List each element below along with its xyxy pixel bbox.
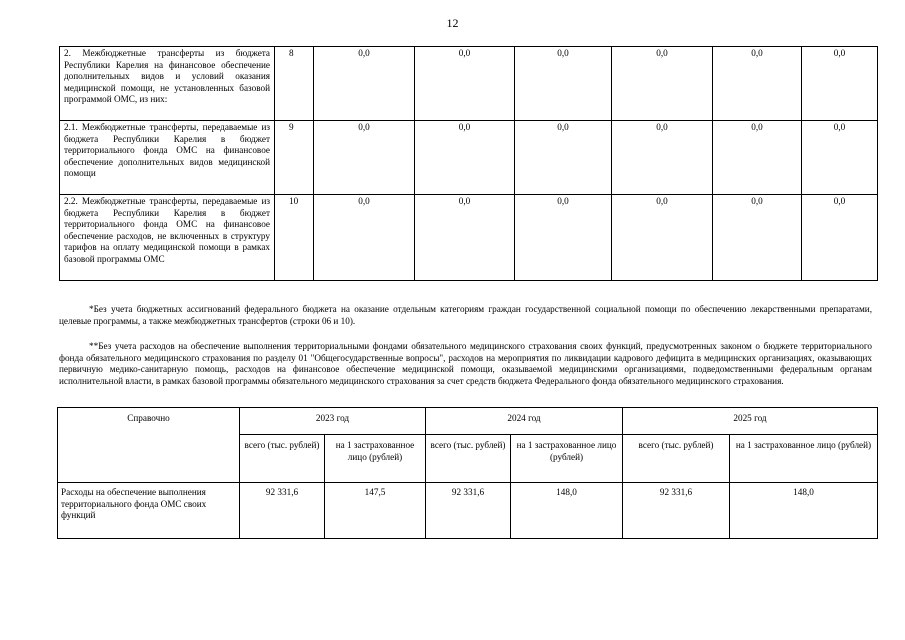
row-value: 0,0 — [415, 195, 515, 281]
row-value: 0,0 — [314, 121, 415, 195]
row-value: 0,0 — [612, 195, 713, 281]
row-value: 0,0 — [314, 47, 415, 121]
row-value: 0,0 — [515, 195, 612, 281]
year-header: 2024 год — [426, 408, 623, 435]
row-value: 0,0 — [713, 47, 802, 121]
row-value: 0,0 — [612, 47, 713, 121]
column-header: на 1 застрахованное лицо (рублей) — [511, 435, 623, 483]
row-value: 0,0 — [713, 121, 802, 195]
transfers-table — [59, 46, 878, 281]
row-value: 0,0 — [515, 121, 612, 195]
row-value: 0,0 — [802, 47, 878, 121]
row-value: 92 331,6 — [240, 483, 325, 539]
column-header: всего (тыс. рублей) — [240, 435, 325, 483]
year-header: 2023 год — [240, 408, 426, 435]
row-value: 92 331,6 — [623, 483, 730, 539]
row-value: 0,0 — [713, 195, 802, 281]
row-value: 0,0 — [515, 47, 612, 121]
row-name: 2.1. Межбюджетные трансферты, передаваемые из бюджета Республики Карелия в бюджет территориального фонда ОМС на финансовое обеспечение дополнительных видов медицинской помощи — [60, 121, 275, 195]
row-value: 0,0 — [802, 121, 878, 195]
row-number: 9 — [275, 121, 314, 195]
reference-table — [57, 407, 878, 539]
row-name: 2.2. Межбюджетные трансферты, передаваемые из бюджета Республики Карелия в бюджет территориального фонда ОМС на финансовое обеспечение расходов, не включенных в структуру тарифов на оплату медицинской помощи в рамках базовой программы ОМС — [60, 195, 275, 281]
column-header: всего (тыс. рублей) — [426, 435, 511, 483]
corner-header: Справочно — [58, 408, 240, 483]
row-number: 8 — [275, 47, 314, 121]
row-number: 10 — [275, 195, 314, 281]
column-header: на 1 застрахованное лицо (рублей) — [730, 435, 878, 483]
row-value: 148,0 — [511, 483, 623, 539]
row-value: 0,0 — [415, 121, 515, 195]
row-value: 0,0 — [802, 195, 878, 281]
table-row — [60, 47, 878, 121]
table-row — [58, 483, 878, 539]
row-value: 148,0 — [730, 483, 878, 539]
year-header: 2025 год — [623, 408, 878, 435]
row-value: 0,0 — [612, 121, 713, 195]
column-header: всего (тыс. рублей) — [623, 435, 730, 483]
footnote-2: **Без учета расходов на обеспечение выполнения территориальными фондами обязательного медицинского страхования своих функций, предусмотренных законом о бюджете территориального фонда обязательного медицинского страхования по разделу 01 "Общегосударственные вопросы", расходов на мероприятия по ликвидации кадрового дефицита в медицинских организациях, оказывающих первичную медико-санитарную помощь, расходов на финансовое обеспечение медицинской помощи, оказываемой медицинскими организациями, подведомственными федеральным органам исполнительной власти, в рамках базовой программы обязательного медицинского страхования за счет средств бюджета Федерального фонда обязательного медицинского страхования. — [59, 341, 872, 386]
table-row — [60, 121, 878, 195]
year-header-row — [58, 408, 878, 435]
row-value: 92 331,6 — [426, 483, 511, 539]
page-number: 12 — [446, 16, 459, 30]
row-value: 147,5 — [325, 483, 426, 539]
row-value: 0,0 — [415, 47, 515, 121]
table-row — [60, 195, 878, 281]
row-name: 2. Межбюджетные трансферты из бюджета Республики Карелия на финансовое обеспечение дополнительных видов и условий оказания медицинской помощи, не установленных базовой программой ОМС, из них: — [60, 47, 275, 121]
row-label: Расходы на обеспечение выполнения территориального фонда ОМС своих функций — [58, 483, 240, 539]
footnote-1: *Без учета бюджетных ассигнований федерального бюджета на оказание отдельным категориям граждан государственной социальной помощи по обеспечению лекарственными препаратами, целевые программы, а также межбюджетных трансфертов (строки 06 и 10). — [59, 304, 872, 326]
row-value: 0,0 — [314, 195, 415, 281]
column-header: на 1 застрахованное лицо (рублей) — [325, 435, 426, 483]
